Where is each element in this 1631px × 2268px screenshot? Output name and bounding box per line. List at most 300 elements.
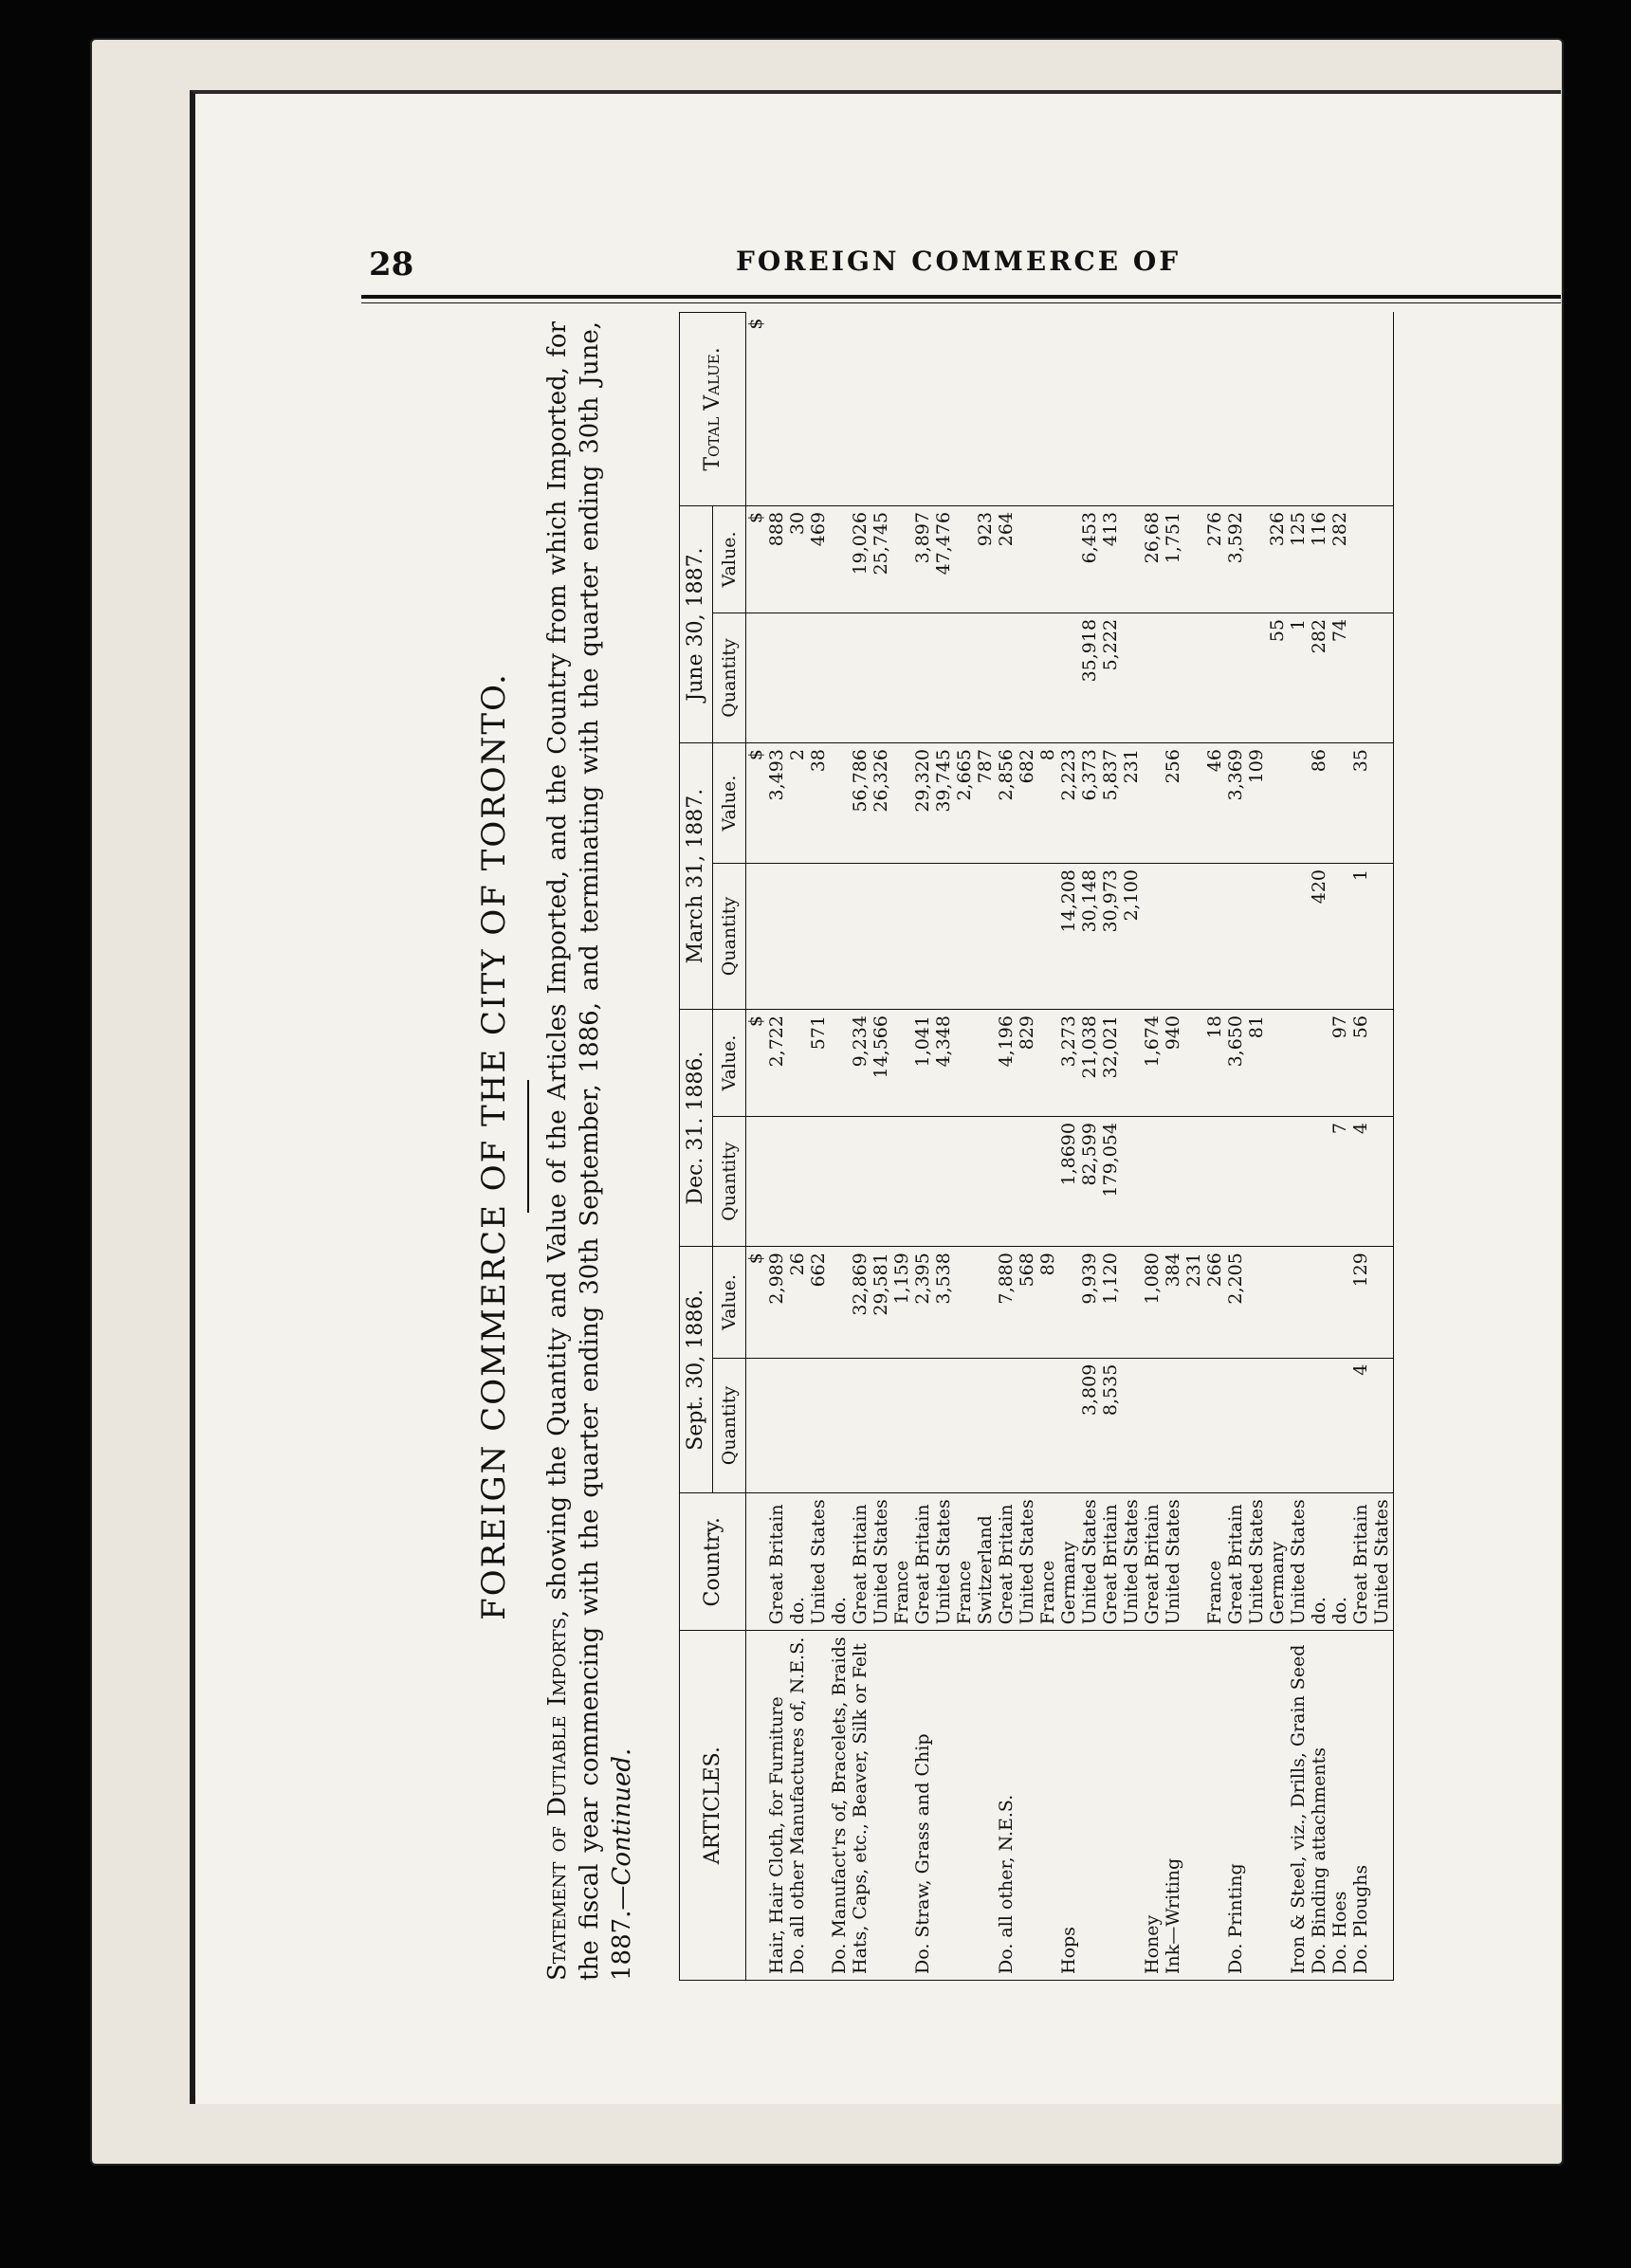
- value-cell: [1372, 1010, 1394, 1117]
- total-cell: [788, 313, 809, 506]
- total-cell: [1268, 313, 1289, 506]
- value-cell: [1143, 743, 1164, 864]
- value-cell: 568: [1017, 1247, 1038, 1359]
- table-row: [809, 313, 830, 1981]
- quantity-cell: [851, 1117, 871, 1247]
- quantity-cell: [913, 864, 934, 1010]
- quantity-cell: [746, 1358, 768, 1493]
- quantity-cell: [1205, 613, 1226, 742]
- quantity-cell: [788, 1117, 809, 1247]
- country-cell: [746, 1493, 768, 1631]
- total-cell: [1310, 313, 1330, 506]
- value-cell: 2,395: [913, 1247, 934, 1359]
- article-cell: [892, 1631, 913, 1981]
- table-row: [1184, 313, 1205, 1981]
- quantity-cell: [892, 1117, 913, 1247]
- quantity-cell: [871, 1117, 892, 1247]
- article-cell: [1205, 1631, 1226, 1981]
- quantity-cell: [1164, 864, 1184, 1010]
- value-cell: 8: [1038, 743, 1059, 864]
- quantity-cell: [1184, 864, 1205, 1010]
- value-cell: 3,369: [1226, 743, 1247, 864]
- value-cell: 46: [1205, 743, 1226, 864]
- quantity-cell: [1143, 613, 1164, 742]
- total-cell: [1038, 313, 1059, 506]
- country-cell: do.: [788, 1493, 809, 1631]
- value-cell: [976, 1247, 997, 1359]
- quantity-cell: [1059, 1358, 1080, 1493]
- quantity-cell: 4: [1351, 1358, 1372, 1493]
- period-header: Sept. 30, 1886.: [680, 1247, 713, 1493]
- quantity-cell: [955, 1358, 976, 1493]
- quantity-cell: [1184, 1358, 1205, 1493]
- total-cell: [997, 313, 1017, 506]
- quantity-cell: [913, 1358, 934, 1493]
- value-cell: 35: [1351, 743, 1372, 864]
- quantity-cell: [934, 613, 955, 742]
- articles-header: ARTICLES.: [680, 1631, 746, 1981]
- article-cell: Ink—Writing: [1164, 1631, 1184, 1981]
- country-cell: Germany: [1059, 1493, 1080, 1631]
- period-header: March 31, 1887.: [680, 743, 713, 1010]
- quantity-cell: [955, 864, 976, 1010]
- value-cell: [1122, 1247, 1143, 1359]
- value-cell: [1059, 1247, 1080, 1359]
- value-cell: 6,453: [1080, 505, 1101, 613]
- value-cell: 86: [1310, 743, 1330, 864]
- quantity-cell: [1247, 864, 1268, 1010]
- total-cell: [1247, 313, 1268, 506]
- quantity-cell: [1122, 613, 1143, 742]
- article-cell: [1184, 1631, 1205, 1981]
- value-cell: 662: [809, 1247, 830, 1359]
- value-cell: [1372, 505, 1394, 613]
- country-cell: Great Britain: [997, 1493, 1017, 1631]
- value-cell: 26,326: [871, 743, 892, 864]
- country-cell: United States: [1017, 1493, 1038, 1631]
- value-cell: 109: [1247, 743, 1268, 864]
- total-cell: [851, 313, 871, 506]
- value-cell: 2,665: [955, 743, 976, 864]
- statement-paragraph: [541, 321, 638, 1981]
- value-cell: [1268, 1247, 1289, 1359]
- value-cell: 829: [1017, 1010, 1038, 1117]
- quantity-cell: [1372, 864, 1394, 1010]
- quantity-cell: [1310, 1358, 1330, 1493]
- country-cell: United States: [1247, 1493, 1268, 1631]
- value-cell: [892, 1010, 913, 1117]
- value-cell: [1247, 505, 1268, 613]
- total-cell: [809, 313, 830, 506]
- value-cell: $: [746, 505, 768, 613]
- table-row: [1101, 313, 1122, 1981]
- table-row: [851, 313, 871, 1981]
- value-cell: 21,038: [1080, 1010, 1101, 1117]
- value-cell: 276: [1205, 505, 1226, 613]
- total-cell: [1184, 313, 1205, 506]
- value-cell: [1310, 1247, 1330, 1359]
- country-cell: France: [892, 1493, 913, 1631]
- value-cell: 231: [1184, 1247, 1205, 1359]
- article-cell: [1038, 1631, 1059, 1981]
- country-cell: France: [955, 1493, 976, 1631]
- title-rule: [527, 1080, 529, 1213]
- article-cell: [934, 1631, 955, 1981]
- quantity-cell: 74: [1330, 613, 1351, 742]
- quantity-cell: [892, 613, 913, 742]
- value-cell: 125: [1289, 505, 1310, 613]
- value-cell: [1372, 1247, 1394, 1359]
- article-cell: [1080, 1631, 1101, 1981]
- value-cell: [830, 743, 851, 864]
- quantity-cell: [997, 613, 1017, 742]
- quantity-header: Quantity: [713, 613, 746, 742]
- table-row: [1143, 313, 1164, 1981]
- value-cell: 3,650: [1226, 1010, 1247, 1117]
- article-cell: Hops: [1059, 1631, 1080, 1981]
- value-cell: [1268, 743, 1289, 864]
- quantity-cell: [1205, 1358, 1226, 1493]
- quantity-cell: [830, 864, 851, 1010]
- article-cell: [1017, 1631, 1038, 1981]
- quantity-cell: [1017, 1117, 1038, 1247]
- value-cell: [788, 1010, 809, 1117]
- quantity-cell: 55: [1268, 613, 1289, 742]
- country-cell: Great Britain: [913, 1493, 934, 1631]
- value-cell: 89: [1038, 1247, 1059, 1359]
- value-cell: 1,041: [913, 1010, 934, 1117]
- value-cell: 3,592: [1226, 505, 1247, 613]
- table-row: [1038, 313, 1059, 1981]
- table-row: [955, 313, 976, 1981]
- quantity-cell: [1184, 1117, 1205, 1247]
- value-cell: [1247, 1247, 1268, 1359]
- value-cell: 326: [1268, 505, 1289, 613]
- article-cell: [1247, 1631, 1268, 1981]
- quantity-header: Quantity: [713, 864, 746, 1010]
- value-cell: 2,722: [767, 1010, 788, 1117]
- quantity-cell: 2,100: [1122, 864, 1143, 1010]
- value-cell: 940: [1164, 1010, 1184, 1117]
- quantity-cell: [1247, 1358, 1268, 1493]
- quantity-cell: [1038, 1117, 1059, 1247]
- quantity-cell: [1038, 864, 1059, 1010]
- quantity-cell: [1330, 864, 1351, 1010]
- value-cell: [1184, 505, 1205, 613]
- table-row: [1268, 313, 1289, 1981]
- value-header: Value.: [713, 1247, 746, 1359]
- table-row: [1289, 313, 1310, 1981]
- value-cell: 47,476: [934, 505, 955, 613]
- article-cell: Do. all other Manufactures of, N.E.S.: [788, 1631, 809, 1981]
- value-cell: 469: [809, 505, 830, 613]
- quantity-cell: 3,809: [1080, 1358, 1101, 1493]
- table-row: [997, 313, 1017, 1981]
- value-cell: 787: [976, 743, 997, 864]
- value-cell: 256: [1164, 743, 1184, 864]
- total-cell: [1059, 313, 1080, 506]
- quantity-header: Quantity: [713, 1117, 746, 1247]
- quantity-cell: [1289, 1117, 1310, 1247]
- value-cell: 7,880: [997, 1247, 1017, 1359]
- quantity-cell: [1247, 1117, 1268, 1247]
- quantity-cell: [1351, 613, 1372, 742]
- quantity-cell: [1038, 1358, 1059, 1493]
- value-cell: 571: [809, 1010, 830, 1117]
- value-header: Value.: [713, 743, 746, 864]
- value-cell: 6,373: [1080, 743, 1101, 864]
- total-cell: [1330, 313, 1351, 506]
- running-head: FOREIGN COMMERCE OF: [736, 246, 1182, 277]
- value-cell: 2: [788, 743, 809, 864]
- table-row: [1226, 313, 1247, 1981]
- value-cell: [830, 505, 851, 613]
- quantity-cell: [934, 1117, 955, 1247]
- value-header: Value.: [713, 505, 746, 613]
- quantity-cell: [1122, 1117, 1143, 1247]
- table-row: [1164, 313, 1184, 1981]
- total-cell: [892, 313, 913, 506]
- country-cell: Switzerland: [976, 1493, 997, 1631]
- total-cell: [1101, 313, 1122, 506]
- value-cell: 97: [1330, 1010, 1351, 1117]
- quantity-cell: [1330, 1358, 1351, 1493]
- country-cell: United States: [1289, 1493, 1310, 1631]
- value-cell: 26: [788, 1247, 809, 1359]
- quantity-cell: [1268, 1358, 1289, 1493]
- quantity-cell: [830, 1117, 851, 1247]
- value-cell: 32,021: [1101, 1010, 1122, 1117]
- table-row: [1330, 313, 1351, 1981]
- article-cell: Do. Manufact'rs of, Bracelets, Braids: [830, 1631, 851, 1981]
- value-cell: 2,223: [1059, 743, 1080, 864]
- quantity-cell: [997, 864, 1017, 1010]
- quantity-cell: 35,918: [1080, 613, 1101, 742]
- quantity-cell: 14,208: [1059, 864, 1080, 1010]
- imports-table: [679, 312, 1394, 1981]
- period-header: June 30, 1887.: [680, 505, 713, 742]
- table-body: [746, 313, 1394, 1981]
- quantity-cell: [1164, 613, 1184, 742]
- quantity-cell: [1226, 613, 1247, 742]
- table-row: [1351, 313, 1372, 1981]
- quantity-cell: [913, 1117, 934, 1247]
- quantity-cell: [1164, 1117, 1184, 1247]
- quantity-cell: [788, 1358, 809, 1493]
- quantity-cell: [1122, 1358, 1143, 1493]
- quantity-cell: [976, 864, 997, 1010]
- country-cell: United States: [809, 1493, 830, 1631]
- quantity-cell: [871, 1358, 892, 1493]
- value-cell: [955, 1247, 976, 1359]
- article-cell: [871, 1631, 892, 1981]
- quantity-cell: [1247, 613, 1268, 742]
- country-cell: United States: [1080, 1493, 1101, 1631]
- value-cell: 129: [1351, 1247, 1372, 1359]
- quantity-cell: [851, 613, 871, 742]
- value-cell: 81: [1247, 1010, 1268, 1117]
- value-cell: [1017, 505, 1038, 613]
- quantity-cell: 30,973: [1101, 864, 1122, 1010]
- country-cell: Great Britain: [1101, 1493, 1122, 1631]
- quantity-cell: 30,148: [1080, 864, 1101, 1010]
- country-cell: do.: [830, 1493, 851, 1631]
- value-cell: 888: [767, 505, 788, 613]
- statement-lead: Statement of Dutiable Imports,: [543, 1609, 572, 1981]
- article-cell: [1268, 1631, 1289, 1981]
- value-cell: 384: [1164, 1247, 1184, 1359]
- value-cell: [1372, 743, 1394, 864]
- quantity-cell: [1143, 864, 1164, 1010]
- value-cell: 413: [1101, 505, 1122, 613]
- table-header-row: [680, 313, 713, 1981]
- quantity-cell: [830, 1358, 851, 1493]
- total-cell: [1205, 313, 1226, 506]
- table-row: [934, 313, 955, 1981]
- value-cell: 264: [997, 505, 1017, 613]
- value-cell: [1289, 1010, 1310, 1117]
- quantity-cell: 8,535: [1101, 1358, 1122, 1493]
- quantity-cell: [934, 864, 955, 1010]
- quantity-cell: [1226, 1358, 1247, 1493]
- article-cell: [1122, 1631, 1143, 1981]
- country-cell: Germany: [1268, 1493, 1289, 1631]
- table-row: [871, 313, 892, 1981]
- article-cell: [1372, 1631, 1394, 1981]
- value-cell: 2,989: [767, 1247, 788, 1359]
- quantity-cell: [934, 1358, 955, 1493]
- table-row: [788, 313, 809, 1981]
- total-cell: [955, 313, 976, 506]
- country-cell: [1184, 1493, 1205, 1631]
- value-cell: 266: [1205, 1247, 1226, 1359]
- value-cell: 14,566: [871, 1010, 892, 1117]
- value-cell: [1122, 1010, 1143, 1117]
- quantity-cell: [871, 864, 892, 1010]
- article-cell: Do. Binding attachments: [1310, 1631, 1330, 1981]
- value-cell: 56,786: [851, 743, 871, 864]
- quantity-cell: 4: [1351, 1117, 1372, 1247]
- article-cell: [955, 1631, 976, 1981]
- statement-continued: Continued.: [608, 1747, 636, 1886]
- value-cell: [1122, 505, 1143, 613]
- article-cell: Honey: [1143, 1631, 1164, 1981]
- total-cell: [1143, 313, 1164, 506]
- quantity-cell: 82,599: [1080, 1117, 1101, 1247]
- quantity-cell: [1017, 613, 1038, 742]
- total-cell: [1164, 313, 1184, 506]
- country-cell: United States: [934, 1493, 955, 1631]
- value-cell: 38: [809, 743, 830, 864]
- value-cell: 1,674: [1143, 1010, 1164, 1117]
- quantity-cell: [955, 613, 976, 742]
- table-row: [976, 313, 997, 1981]
- country-cell: do.: [1310, 1493, 1330, 1631]
- quantity-cell: [913, 613, 934, 742]
- country-cell: Great Britain: [1226, 1493, 1247, 1631]
- quantity-cell: [892, 864, 913, 1010]
- total-cell: [976, 313, 997, 506]
- value-cell: [955, 1010, 976, 1117]
- table-row: [1017, 313, 1038, 1981]
- value-cell: [976, 1010, 997, 1117]
- value-cell: 5,837: [1101, 743, 1122, 864]
- value-cell: 1,080: [1143, 1247, 1164, 1359]
- table-row: [1122, 313, 1143, 1981]
- total-cell: [1372, 313, 1394, 506]
- quantity-cell: [1289, 864, 1310, 1010]
- value-cell: [892, 505, 913, 613]
- country-cell: Great Britain: [1351, 1493, 1372, 1631]
- table-row: [1205, 313, 1226, 1981]
- statement-body: showing the Quantity and Value of the Articles Imported, and the Country from which Imported, for the fiscal year commencing with the quarter ending 30th September, 1886, and terminating with the quarter ending 30th June, 1887.—: [543, 320, 636, 1981]
- quantity-cell: 1: [1289, 613, 1310, 742]
- value-cell: [1330, 743, 1351, 864]
- total-cell: [871, 313, 892, 506]
- quantity-cell: [746, 1117, 768, 1247]
- value-cell: 282: [1330, 505, 1351, 613]
- value-cell: 29,320: [913, 743, 934, 864]
- quantity-cell: [1226, 864, 1247, 1010]
- page-number: 28: [369, 246, 414, 284]
- page-title: FOREIGN COMMERCE OF THE CITY OF TORONTO.: [475, 672, 513, 1620]
- quantity-cell: [746, 613, 768, 742]
- quantity-cell: [1205, 1117, 1226, 1247]
- value-cell: 30: [788, 505, 809, 613]
- total-cell: [1351, 313, 1372, 506]
- value-cell: [1330, 1247, 1351, 1359]
- country-cell: France: [1038, 1493, 1059, 1631]
- country-cell: United States: [871, 1493, 892, 1631]
- quantity-cell: [809, 864, 830, 1010]
- quantity-cell: [1143, 1358, 1164, 1493]
- quantity-cell: [1372, 613, 1394, 742]
- article-cell: Do. Ploughs: [1351, 1631, 1372, 1981]
- table-row: [767, 313, 788, 1981]
- value-cell: 682: [1017, 743, 1038, 864]
- total-cell: [767, 313, 788, 506]
- quantity-cell: [1372, 1358, 1394, 1493]
- value-cell: [1310, 1010, 1330, 1117]
- value-cell: $: [746, 743, 768, 864]
- value-cell: 56: [1351, 1010, 1372, 1117]
- quantity-cell: [1310, 1117, 1330, 1247]
- value-cell: 39,745: [934, 743, 955, 864]
- country-cell: Great Britain: [851, 1493, 871, 1631]
- total-cell: $: [746, 313, 768, 506]
- value-cell: [830, 1010, 851, 1117]
- total-value-header: Total Value.: [680, 313, 746, 506]
- total-cell: [1122, 313, 1143, 506]
- article-cell: Iron & Steel, viz., Drills, Grain Seed: [1289, 1631, 1310, 1981]
- value-cell: 1,751: [1164, 505, 1184, 613]
- value-cell: [830, 1247, 851, 1359]
- article-cell: Hats, Caps, etc., Beaver, Silk or Felt: [851, 1631, 871, 1981]
- country-cell: Great Britain: [767, 1493, 788, 1631]
- quantity-cell: [1205, 864, 1226, 1010]
- article-cell: [809, 1631, 830, 1981]
- quantity-cell: [1226, 1117, 1247, 1247]
- article-cell: Do. Printing: [1226, 1631, 1247, 1981]
- quantity-cell: [788, 864, 809, 1010]
- quantity-cell: 1: [1351, 864, 1372, 1010]
- value-cell: [1038, 1010, 1059, 1117]
- value-cell: 18: [1205, 1010, 1226, 1117]
- total-cell: [1289, 313, 1310, 506]
- quantity-cell: [892, 1358, 913, 1493]
- total-cell: [913, 313, 934, 506]
- value-cell: 1,159: [892, 1247, 913, 1359]
